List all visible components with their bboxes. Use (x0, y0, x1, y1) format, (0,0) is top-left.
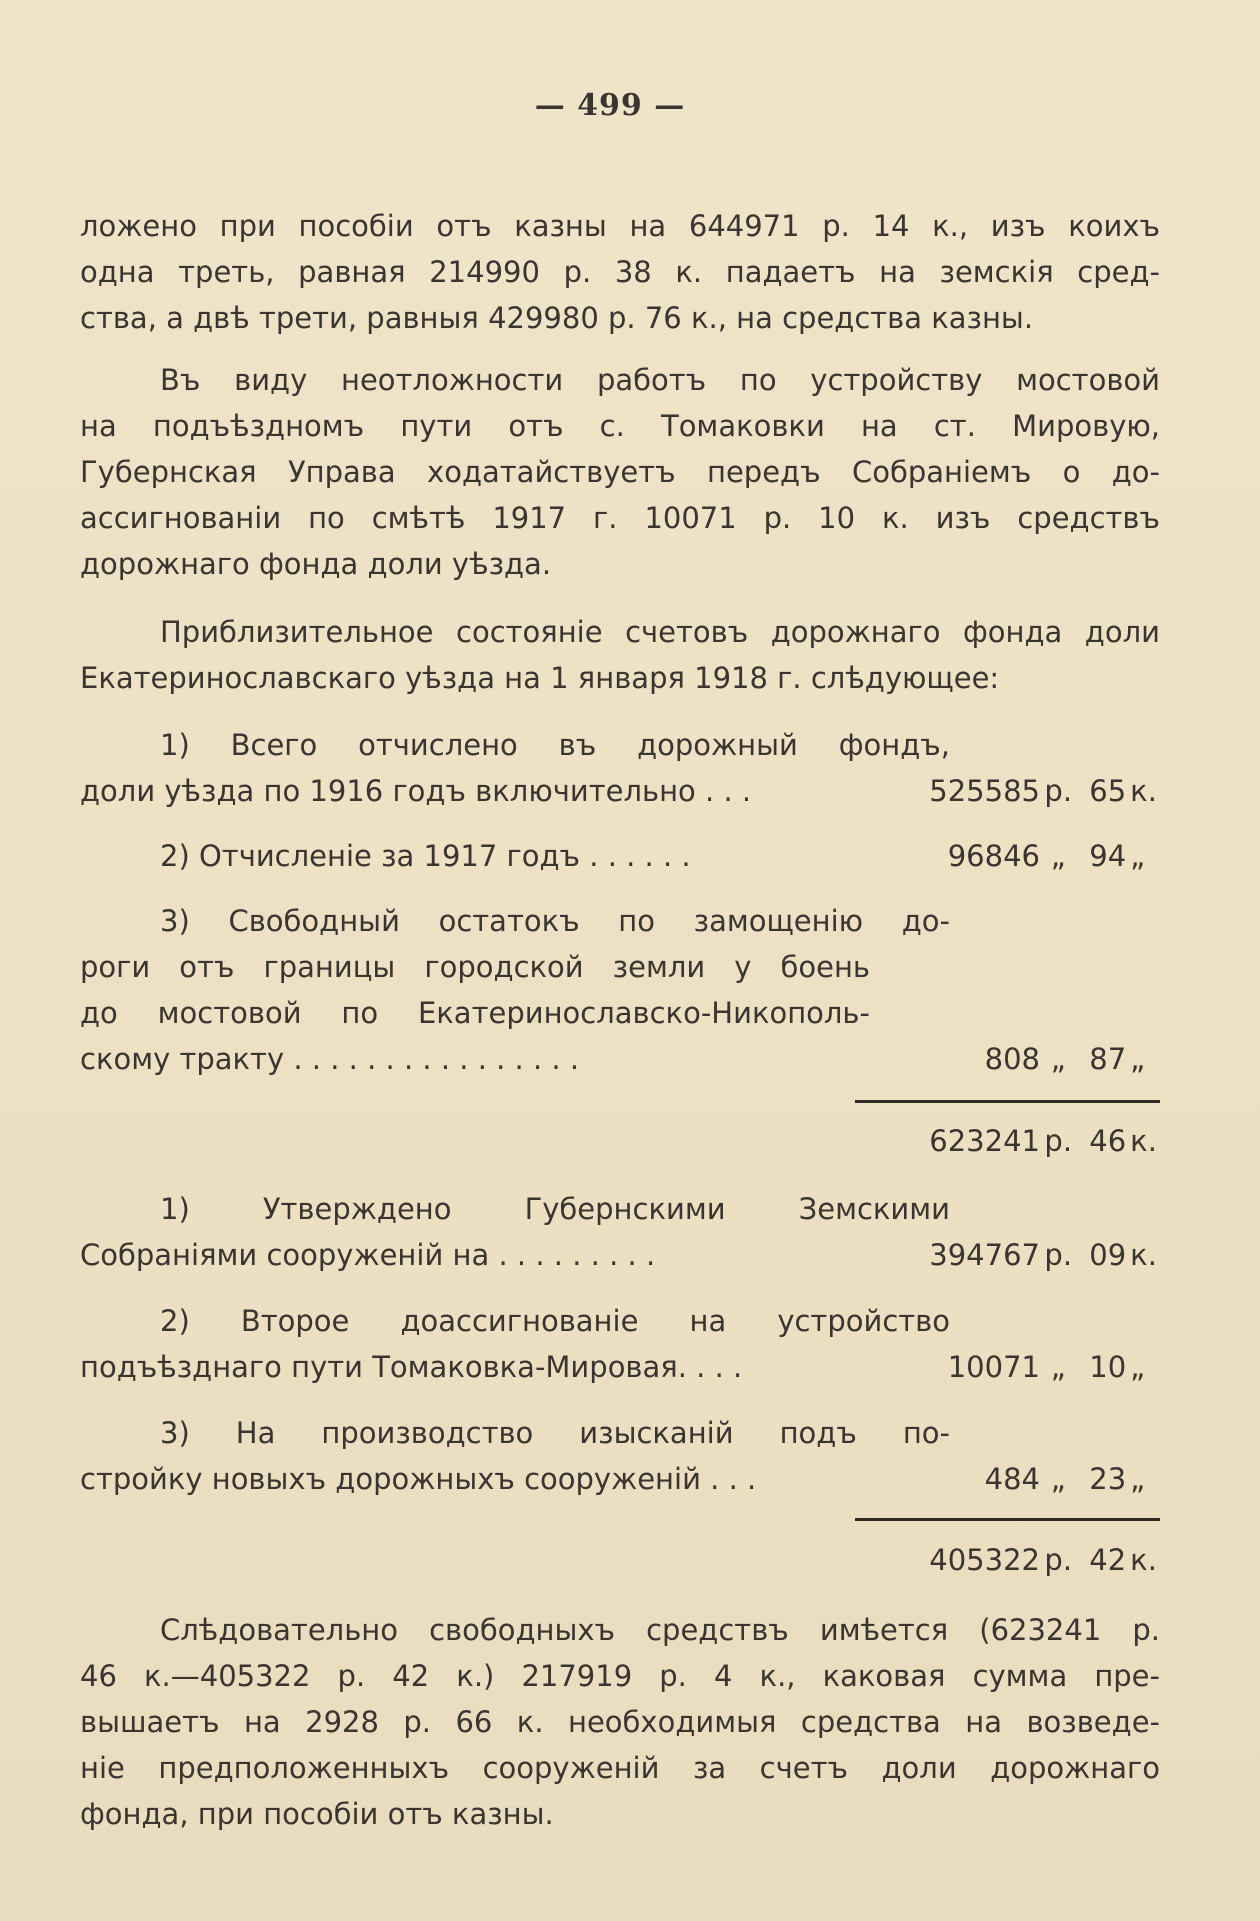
amount-rubles: 96846 (947, 839, 1040, 873)
amount-rubles-unit: р. (1044, 1238, 1073, 1272)
intro-paragraph (80, 203, 1160, 341)
amount-kopecks: 09 (1089, 1238, 1127, 1272)
amount-kopecks-unit: „ (1130, 1462, 1146, 1496)
amount-rubles: 808 (984, 1042, 1040, 1076)
amount-rubles-unit: „ (1050, 1042, 1066, 1076)
item-text-line: 3) Свободный остатокъ по замощенію до- (160, 904, 950, 938)
expense-total (780, 1537, 1160, 1583)
item-text-line: 3) На производство изысканій подъ по- (160, 1416, 950, 1450)
amount-kopecks-unit: „ (1130, 1042, 1146, 1076)
amount-rubles: 405322 (929, 1543, 1040, 1577)
text-line: ложено при пособіи отъ казны на 644971 р. 14 к., изъ коихъ (80, 209, 1160, 243)
text-line: Приблизительное состояніе счетовъ дорожнаго фонда доли (160, 615, 1160, 649)
amount-kopecks-unit: к. (1130, 1124, 1157, 1158)
item-amount (870, 1344, 1160, 1390)
text-line: дорожнаго фонда доли уѣзда. (80, 547, 552, 581)
amount-rubles: 484 (984, 1462, 1040, 1496)
text-line: одна треть, равная 214990 р. 38 к. падаетъ на земскія сред- (80, 255, 1160, 289)
expense-item-3 (80, 1410, 1160, 1502)
amount-kopecks: 87 (1089, 1042, 1127, 1076)
item-text-line: роги отъ границы городской земли у боень (80, 950, 870, 984)
amount-rubles-unit: „ (1050, 839, 1066, 873)
amount-kopecks: 65 (1089, 774, 1127, 808)
item-text-line: до мостовой по Екатеринославско-Никополь- (80, 996, 870, 1030)
text-line: ства, а двѣ трети, равныя 429980 р. 76 к., на средства казны. (80, 301, 1034, 335)
amount-kopecks-unit: „ (1130, 1350, 1146, 1384)
income-item-1 (80, 722, 1160, 814)
sum-rule (855, 1518, 1160, 1521)
item-amount (870, 1456, 1160, 1502)
text-line: вышаетъ на 2928 р. 66 к. необходимыя средства на возведе- (80, 1705, 1160, 1739)
amount-kopecks-unit: к. (1130, 1238, 1157, 1272)
total-amount (870, 1537, 1160, 1583)
item-text-line: 1) Всего отчислено въ дорожный фондъ, (160, 728, 950, 762)
amount-kopecks-unit: „ (1130, 839, 1146, 873)
text-line: Екатеринославскаго уѣзда на 1 января 1918 г. слѣдующее: (80, 661, 1000, 695)
amount-rubles: 525585 (929, 774, 1040, 808)
expense-item-2 (80, 1298, 1160, 1390)
amount-rubles: 623241 (929, 1124, 1040, 1158)
amount-kopecks: 10 (1089, 1350, 1127, 1384)
text-line: фонда, при пособіи отъ казны. (80, 1797, 554, 1831)
item-text-line: 2) Второе доассигнованіе на устройство (160, 1304, 950, 1338)
item-amount (870, 833, 1160, 879)
paragraph-appropriation-request (80, 357, 1160, 587)
income-item-3 (80, 898, 1160, 1082)
amount-kopecks: 23 (1089, 1462, 1127, 1496)
amount-rubles: 10071 (947, 1350, 1040, 1384)
text-line: ассигнованіи по смѣтѣ 1917 г. 10071 р. 10 к. изъ средствъ (80, 501, 1160, 535)
item-amount (870, 768, 1160, 814)
income-item-2 (80, 833, 1160, 879)
item-label: доли уѣзда по 1916 годъ включительно . . . (80, 774, 752, 808)
text-line: 46 к.—405322 р. 42 к.) 217919 р. 4 к., каковая сумма пре- (80, 1659, 1160, 1693)
amount-rubles-unit: р. (1044, 1543, 1073, 1577)
text-line: ніе предположенныхъ сооруженій за счетъ доли дорожнаго (80, 1751, 1160, 1785)
conclusion-paragraph (80, 1607, 1160, 1837)
item-label: подъѣзднаго пути Томаковка-Мировая. . . . (80, 1350, 743, 1384)
text-line: на подъѣздномъ пути отъ с. Томаковки на ст. Мировую, (80, 409, 1160, 443)
amount-kopecks: 42 (1089, 1543, 1127, 1577)
total-amount (870, 1118, 1160, 1164)
amount-rubles-unit: „ (1050, 1350, 1066, 1384)
item-amount (870, 1232, 1160, 1278)
expense-item-1 (80, 1186, 1160, 1278)
amount-kopecks: 46 (1089, 1124, 1127, 1158)
page-number: — 499 — (534, 88, 686, 123)
item-label: Собраніями сооруженій на . . . . . . . . . (80, 1238, 656, 1272)
sum-rule (855, 1100, 1160, 1103)
item-amount (870, 1036, 1160, 1082)
text-line: Слѣдовательно свободныхъ средствъ имѣется (623241 р. (160, 1613, 1160, 1647)
paragraph-fund-status (80, 609, 1160, 701)
amount-rubles: 394767 (929, 1238, 1040, 1272)
item-label: 2) Отчисленіе за 1917 годъ . . . . . . (160, 839, 691, 873)
item-label: стройку новыхъ дорожныхъ сооруженій . . . (80, 1462, 757, 1496)
amount-rubles-unit: „ (1050, 1462, 1066, 1496)
amount-kopecks-unit: к. (1130, 774, 1157, 808)
text-line: Въ виду неотложности работъ по устройству мостовой (160, 363, 1160, 397)
amount-kopecks: 94 (1089, 839, 1127, 873)
amount-kopecks-unit: к. (1130, 1543, 1157, 1577)
item-label: скому тракту . . . . . . . . . . . . . . . . (80, 1042, 580, 1076)
amount-rubles-unit: р. (1044, 1124, 1073, 1158)
item-text-line: 1) Утверждено Губернскими Земскими (160, 1192, 950, 1226)
amount-rubles-unit: р. (1044, 774, 1073, 808)
income-total (780, 1118, 1160, 1164)
text-line: Губернская Управа ходатайствуетъ передъ Собраніемъ о до- (80, 455, 1160, 489)
